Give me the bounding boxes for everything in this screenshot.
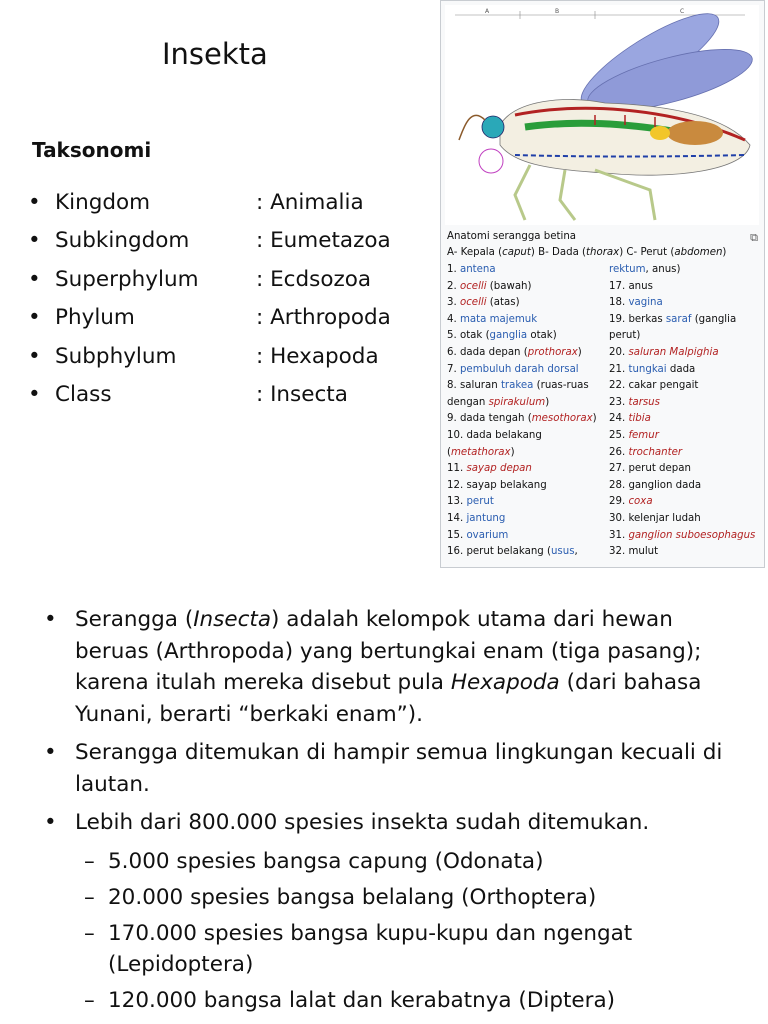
caption-item-text: 11.: [447, 463, 467, 475]
caption-item-text: 24.: [609, 413, 629, 425]
caption-item-text: 31.: [609, 529, 629, 541]
caption-item-link[interactable]: rektum: [609, 264, 646, 275]
caption-item: [609, 262, 768, 279]
caption-item-text: 30. kelenjar ludah: [609, 512, 701, 524]
caption-item-link[interactable]: femur: [628, 429, 659, 441]
bullet: •: [44, 607, 57, 632]
caption-a-prefix: A- Kepala (: [447, 247, 503, 258]
sub-bullet-item: [44, 882, 744, 914]
taxonomy-value: : Animalia: [256, 190, 364, 215]
bullet: •: [28, 305, 41, 331]
caption-item: [609, 295, 768, 312]
taxonomy-row-class: [28, 380, 428, 418]
caption-item-link[interactable]: spirakulum: [488, 396, 546, 408]
segment-label-b: B: [555, 8, 560, 15]
caption-item: [609, 345, 768, 362]
caption-item: [609, 478, 768, 495]
caption-item: [609, 461, 768, 478]
bullet-item: [44, 807, 744, 839]
caption-item: [447, 362, 609, 379]
caption-item: [447, 279, 609, 296]
caption-item-link[interactable]: tarsus: [628, 396, 660, 408]
caption-item-link[interactable]: sayap depan: [466, 463, 532, 475]
caption-list-left: [447, 262, 609, 561]
sub-bullet-item: [44, 846, 744, 878]
caption-item-text: 10. dada belakang: [447, 429, 542, 441]
caption-item-extra: ): [545, 396, 550, 408]
caption-item-text: 12. sayap belakang: [447, 479, 547, 491]
taxonomy-row-kingdom: [28, 188, 428, 226]
caption-item-text: 9. dada tengah (: [447, 413, 532, 425]
caption-item: [609, 279, 768, 296]
dash: –: [84, 988, 95, 1013]
sub-bullet-text: 5.000 spesies bangsa capung (Odonata): [108, 848, 544, 874]
taxonomy-key: Subphylum: [55, 343, 177, 369]
caption-item-extra: (ruas-ruas: [533, 380, 589, 392]
caption-item-text: 1.: [447, 264, 460, 275]
caption-item-extra: otak): [527, 330, 557, 342]
caption-b-term: thorax: [586, 247, 620, 258]
caption-item-link[interactable]: ganglia: [489, 330, 528, 342]
taxonomy-row-phylum: [28, 303, 428, 341]
caption-item-link[interactable]: prothorax: [527, 346, 578, 358]
taxonomy-key: Superphylum: [55, 266, 199, 292]
caption-item-text: 5. otak (: [447, 330, 490, 342]
caption-item-text: 20.: [609, 346, 629, 358]
caption-item: [609, 428, 768, 445]
sub-bullet-text: 170.000 spesies bangsa kupu-kupu dan ngengat (Lepidoptera): [108, 920, 633, 977]
caption-item-link[interactable]: usus: [550, 546, 575, 558]
caption-item: [447, 328, 609, 345]
bullet: •: [44, 740, 57, 765]
caption-item-text: 23.: [609, 396, 629, 408]
segment-label-c: C: [680, 8, 685, 15]
caption-item-link[interactable]: vagina: [628, 297, 663, 309]
sub-bullet-item: [44, 985, 744, 1017]
bullet: •: [28, 381, 41, 407]
sub-bullet-item: [44, 918, 744, 981]
caption-item-link[interactable]: tungkai: [628, 363, 667, 375]
bullet: •: [44, 810, 57, 835]
taxonomy-value: : Ecdsozoa: [256, 266, 372, 292]
caption-item: [609, 378, 768, 395]
dash: –: [84, 884, 95, 910]
taxonomy-value: : Hexapoda: [256, 343, 379, 369]
caption-item-extra: , anus): [645, 264, 681, 275]
caption-item: [447, 445, 609, 462]
caption-item: [447, 528, 609, 545]
caption-item: [609, 395, 768, 412]
caption-item-text: 2.: [447, 280, 460, 292]
caption-item: [609, 312, 768, 329]
bullet: •: [28, 228, 41, 254]
caption-item: [447, 428, 609, 445]
caption-title: Anatomi serangga betina: [447, 231, 577, 242]
page-title: Insekta: [162, 37, 268, 71]
caption-item-text: 14.: [447, 512, 467, 524]
caption-item-link[interactable]: metathorax: [450, 446, 511, 458]
bullet-text: Serangga ditemukan di hampir semua lingkungan kecuali di lautan.: [75, 740, 723, 797]
taxonomy-key: Phylum: [55, 305, 135, 331]
insect-anatomy-figure: [440, 0, 765, 568]
taxonomy-value: : Arthropoda: [256, 305, 391, 331]
caption-item-text: 21.: [609, 363, 629, 375]
ovary-shape: [667, 121, 723, 145]
caption-item-link[interactable]: mesothorax: [531, 413, 593, 425]
caption-item-text: 32. mulut: [609, 546, 659, 558]
caption-c-prefix: C- Perut (: [626, 247, 675, 258]
caption-item-link[interactable]: ganglion suboesophagus: [628, 529, 756, 541]
caption-item: [609, 362, 768, 379]
dash: –: [84, 920, 95, 946]
caption-list-right: [609, 262, 768, 561]
caption-item-extra: ,: [574, 546, 578, 558]
sub-bullet-text: 120.000 bangsa lalat dan kerabatnya (Diptera): [108, 988, 616, 1013]
caption-item-text: 25.: [609, 429, 629, 441]
caption-item-text: 16. perut belakang (: [447, 546, 551, 558]
caption-item-text: dengan: [447, 396, 489, 408]
caption-item-link[interactable]: ovarium: [466, 529, 509, 541]
caption-item: [447, 411, 609, 428]
leg-hind-shape: [595, 170, 655, 220]
caption-item: [447, 494, 609, 511]
malpighian-shape: [650, 126, 670, 140]
caption-item: [447, 378, 609, 395]
caption-item-link[interactable]: jantung: [466, 512, 506, 524]
caption-item: [447, 395, 609, 412]
caption-item-text: 6. dada depan (: [447, 346, 528, 358]
insect-anatomy-diagram[interactable]: [445, 5, 759, 225]
caption-item-link[interactable]: pembuluh darah dorsal: [459, 363, 579, 375]
caption-item-link[interactable]: trakea: [500, 380, 534, 392]
caption-item-text: 29.: [609, 496, 629, 508]
bullet-text-part: Hexapoda: [450, 670, 560, 695]
sub-bullet-text: 20.000 spesies bangsa belalang (Orthoptera): [108, 884, 597, 910]
caption-c-term: abdomen: [674, 247, 723, 258]
caption-item-link[interactable]: ocelli: [459, 297, 487, 309]
caption-item: [447, 262, 609, 279]
caption-segments: [447, 245, 726, 262]
caption-item: [447, 478, 609, 495]
taxonomy-row-superphylum: [28, 265, 428, 303]
taxonomy-heading: Taksonomi: [32, 138, 152, 162]
caption-item-extra: dada: [666, 363, 696, 375]
bullet: •: [28, 266, 41, 292]
caption-item: [609, 494, 768, 511]
taxonomy-value: : Insecta: [256, 381, 348, 407]
caption-item-text: 8. saluran: [447, 380, 501, 392]
taxonomy-row-subphylum: [28, 342, 428, 380]
taxonomy-key: Class: [55, 381, 112, 407]
caption-item: [609, 328, 768, 345]
caption-item-extra: (ganglia: [691, 313, 737, 325]
caption-item: [609, 544, 768, 561]
segment-label-a: A: [485, 8, 490, 15]
taxonomy-list: [28, 188, 428, 418]
caption-item: [447, 544, 609, 561]
caption-item-link[interactable]: mata majemuk: [459, 313, 538, 325]
caption-item-text: 13.: [447, 496, 467, 508]
caption-item-link[interactable]: saraf: [665, 313, 692, 325]
caption-a-term: caput: [502, 247, 531, 258]
taxonomy-value: : Eumetazoa: [256, 228, 391, 254]
mouth-highlight-shape: [479, 149, 503, 173]
caption-item-extra: (atas): [486, 297, 520, 309]
enlarge-icon[interactable]: ⧉: [750, 231, 758, 244]
bullet: •: [28, 343, 41, 369]
leg-middle-shape: [560, 170, 575, 220]
caption-item-text: 27. perut depan: [609, 463, 691, 475]
bullet-item: [44, 604, 744, 730]
bullet: •: [28, 190, 41, 215]
taxonomy-row-subkingdom: [28, 226, 428, 264]
caption-item: [447, 511, 609, 528]
dash: –: [84, 848, 95, 874]
bullet-text-part: Insecta: [193, 607, 272, 632]
caption-item: [609, 411, 768, 428]
bullet-text-part: ) adalah kelompok utama dari hewan beruas (Arthropoda) yang bertungkai enam (tiga pasang); karena itulah mereka disebut pula: [75, 607, 702, 695]
taxonomy-key: Kingdom: [55, 190, 151, 215]
caption-item-link[interactable]: coxa: [628, 496, 653, 508]
caption-item-extra: (bawah): [486, 280, 532, 292]
antenna-shape: [459, 115, 485, 140]
caption-b-suffix: ): [619, 247, 624, 258]
caption-item-text: 3.: [447, 297, 460, 309]
caption-item-text: 22. cakar pengait: [609, 380, 699, 392]
caption-item-extra: ): [510, 446, 515, 458]
bullet-item: [44, 737, 744, 800]
caption-item-link[interactable]: trochanter: [628, 446, 683, 458]
bullet-text-part: (dari bahasa Yunani, berarti “berkaki enam”).: [75, 670, 702, 727]
leg-front-shape: [515, 165, 530, 220]
caption-item-text: 28. ganglion dada: [609, 479, 702, 491]
caption-c-suffix: ): [722, 247, 727, 258]
caption-item-extra: ): [592, 413, 597, 425]
caption-item-text: 4.: [447, 313, 460, 325]
caption-a-suffix: ): [530, 247, 535, 258]
caption-item-text: 17. anus: [609, 280, 653, 292]
caption-item-text: perut): [609, 330, 641, 342]
taxonomy-key: Subkingdom: [55, 228, 190, 254]
caption-item-text: (: [447, 446, 451, 458]
caption-item-text: 18.: [609, 297, 629, 309]
caption-b-prefix: B- Dada (: [538, 247, 587, 258]
caption-item-link[interactable]: perut: [466, 496, 494, 508]
bullet-text: Lebih dari 800.000 spesies insekta sudah ditemukan.: [75, 810, 650, 835]
caption-item-text: 15.: [447, 529, 467, 541]
caption-item: [609, 528, 768, 545]
caption-item: [447, 345, 609, 362]
caption-item: [609, 445, 768, 462]
caption-item: [447, 461, 609, 478]
body-bullet-list: [44, 604, 744, 1021]
caption-item: [447, 295, 609, 312]
caption-item: [609, 511, 768, 528]
caption-item: [447, 312, 609, 329]
caption-item-extra: ): [577, 346, 582, 358]
caption-item-link[interactable]: ocelli: [459, 280, 487, 292]
caption-item-text: 26.: [609, 446, 629, 458]
caption-item-link[interactable]: tibia: [628, 413, 651, 425]
caption-item-text: 7.: [447, 363, 460, 375]
bullet-text-part: Serangga (: [75, 607, 194, 632]
caption-item-link[interactable]: saluran Malpighia: [628, 346, 719, 358]
caption-item-link[interactable]: antena: [459, 264, 496, 275]
caption-item-text: 19. berkas: [609, 313, 666, 325]
